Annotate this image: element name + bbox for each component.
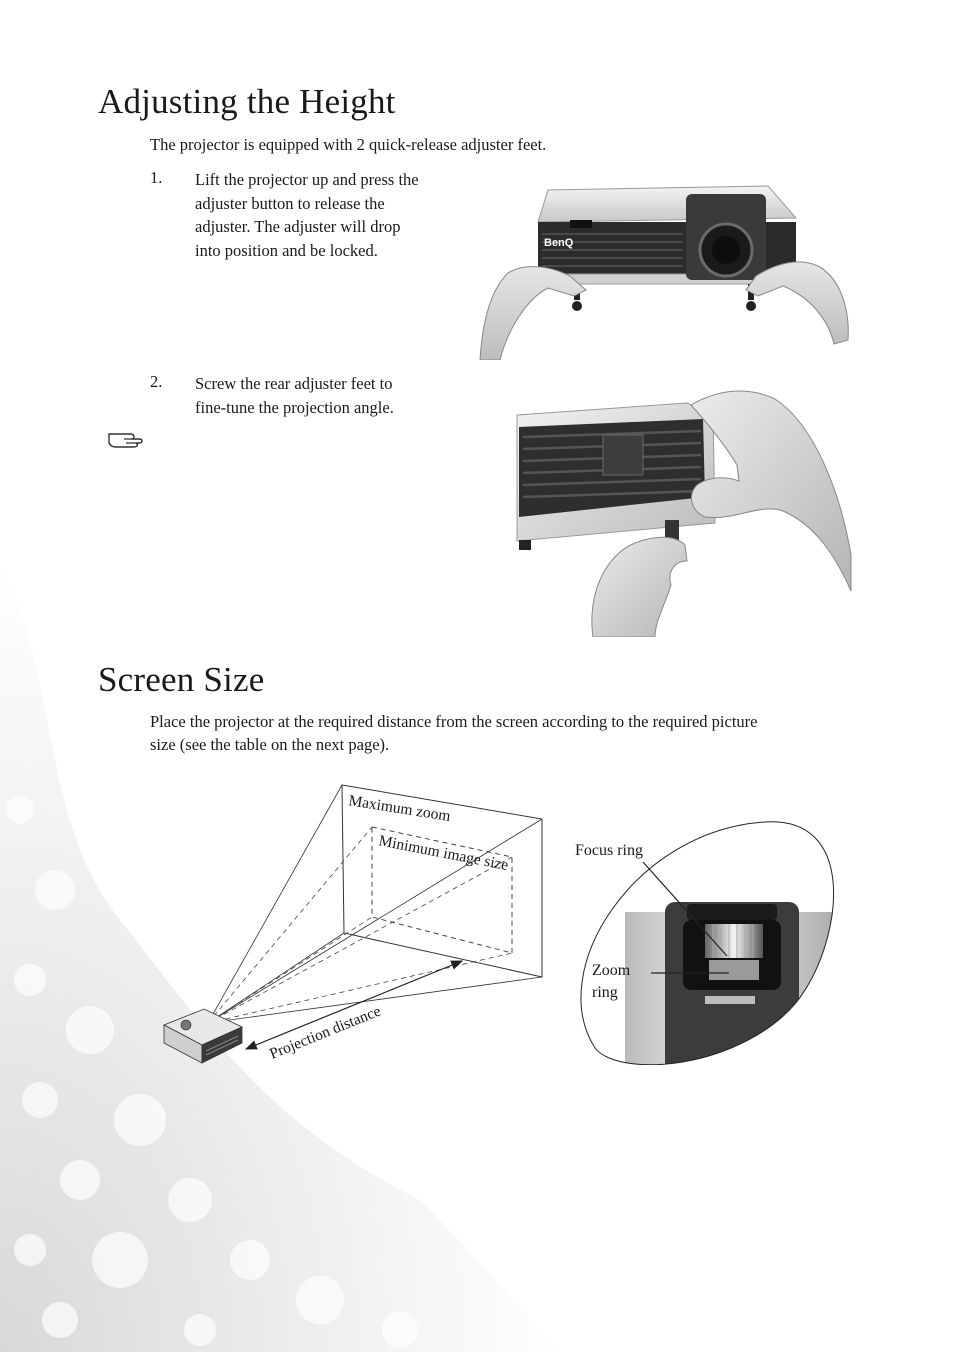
projection-diagram bbox=[150, 775, 550, 1075]
step-line: adjuster button to release the bbox=[195, 193, 385, 213]
focus-ring-label: Focus ring bbox=[575, 842, 643, 859]
step-line: Lift the projector up and press the bbox=[195, 170, 419, 189]
lens-callout bbox=[575, 820, 845, 1065]
screen-size-intro bbox=[150, 710, 870, 756]
intro-line: Place the projector at the required distance from the screen according to the required picture bbox=[150, 712, 758, 731]
step-number: 2. bbox=[150, 372, 163, 391]
section-title-screen-size: Screen Size bbox=[98, 660, 265, 699]
step-line: fine-tune the projection angle. bbox=[195, 397, 394, 417]
step-text bbox=[195, 372, 465, 419]
zoom-ring-label-line2: ring bbox=[592, 984, 618, 1001]
photo-brand-label: BenQ bbox=[544, 237, 574, 249]
intro-line: size (see the table on the next page). bbox=[150, 735, 390, 754]
section-title-adjusting-height: Adjusting the Height bbox=[98, 82, 396, 121]
projection-distance-arrow bbox=[246, 961, 462, 1049]
step-line: into position and be locked. bbox=[195, 240, 378, 260]
step-text bbox=[195, 168, 465, 262]
zoom-ring-label-line1: Zoom bbox=[592, 962, 631, 979]
max-zoom-label: Maximum zoom bbox=[347, 792, 452, 826]
projection-distance-label: Projection distance bbox=[267, 1002, 384, 1063]
photo-lifting-projector bbox=[478, 178, 850, 360]
photo-screwing-feet bbox=[515, 385, 853, 637]
projector-illustration bbox=[164, 1009, 242, 1063]
step-line: Screw the rear adjuster feet to bbox=[195, 374, 393, 393]
step-number: 1. bbox=[150, 168, 163, 187]
note-hand-icon bbox=[106, 426, 146, 450]
intro-text: The projector is equipped with 2 quick-release adjuster feet. bbox=[150, 135, 547, 154]
min-image-label: Minimum image size bbox=[377, 832, 510, 875]
step-line: adjuster. The adjuster will drop bbox=[195, 217, 401, 236]
